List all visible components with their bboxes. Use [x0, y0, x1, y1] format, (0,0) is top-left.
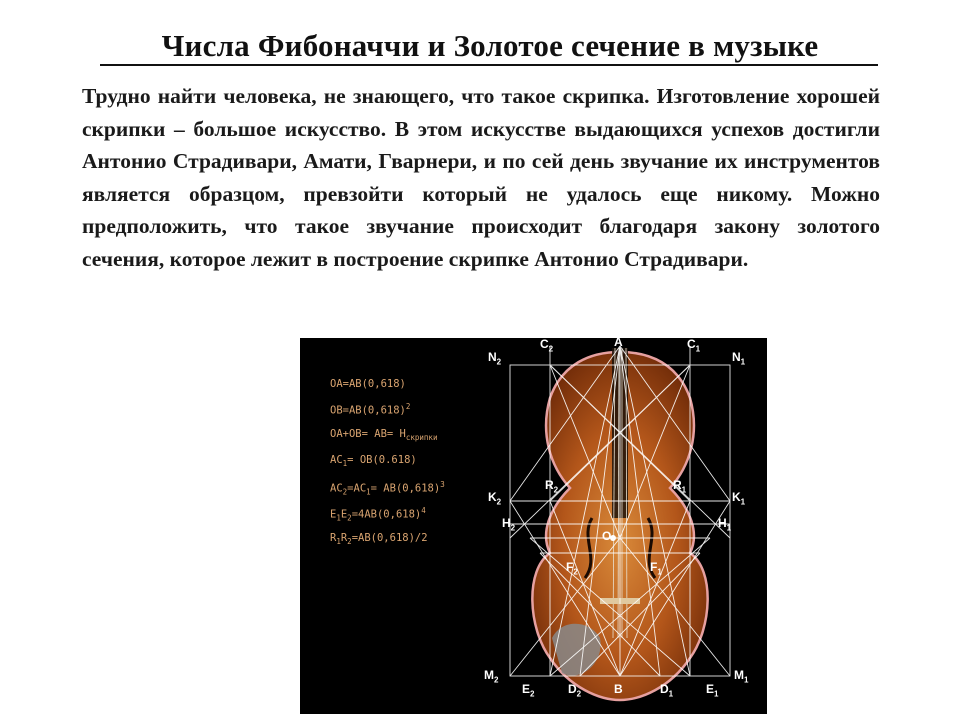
point-label-c2: $C_2$ — [540, 338, 554, 354]
title-underline — [100, 64, 878, 66]
point-label-m2: $M_2$ — [484, 668, 499, 685]
point-label-d1: $D_1$ — [660, 682, 674, 699]
point-label-k2: $K_2$ — [488, 490, 502, 507]
formula-5: $E_1E_2=4AB(0,618)^4$ — [330, 506, 426, 523]
point-label-f1: $F_1$ — [650, 560, 662, 577]
point-label-o: O — [602, 529, 612, 543]
violin-diagram — [300, 338, 767, 714]
point-label-e1: $E_1$ — [706, 682, 719, 699]
point-label-f2: $F_2$ — [566, 560, 578, 577]
point-label-b: B — [614, 682, 623, 696]
point-label-k1: $K_1$ — [732, 490, 746, 507]
formula-4: $AC_2=AC_1= AB(0,618)^3$ — [330, 480, 445, 497]
formula-0: OA=AB(0,618) — [330, 378, 406, 390]
point-label-h1: $H_1$ — [718, 516, 732, 533]
formula-3: $AC_1= OB(0.618)$ — [330, 454, 417, 469]
point-label-h2: $H_2$ — [502, 516, 516, 533]
point-label-d2: $D_2$ — [568, 682, 582, 699]
point-label-c1: $C_1$ — [687, 338, 701, 354]
violin-golden-ratio-figure — [300, 338, 767, 714]
formula-1: $OB=AB(0,618)^2$ — [330, 402, 411, 417]
formula-6: $R_1R_2=AB(0,618)/2$ — [330, 532, 428, 547]
point-label-r1: $R_1$ — [673, 478, 687, 495]
formula-2: $OA+OB= AB= H_{скрипки}$ — [330, 428, 438, 443]
point-label-n1: $N_1$ — [732, 350, 746, 367]
point-label-a: A — [614, 338, 623, 349]
body-paragraph: Трудно найти человека, не знающего, что такое скрипка. Изготовление хорошей скрипки – большое искусство. В этом искусстве выдающихся успехов достигли Антонио Страдивари, Амати, Гварнери, и по сей день звучание их инструментов является образцом, превзойти который не удалось еще никому. Можно предположить, что такое звучание происходит благодаря закону золотого сечения, которое лежит в построение скрипке Антонио Страдивари. — [82, 84, 880, 271]
point-label-e2: $E_2$ — [522, 682, 535, 699]
point-label-n2: $N_2$ — [488, 350, 502, 367]
page-title: Числа Фибоначчи и Золотое сечение в музыке — [161, 28, 819, 63]
point-label-r2: $R_2$ — [545, 478, 559, 495]
point-label-m1: $M_1$ — [734, 668, 749, 685]
